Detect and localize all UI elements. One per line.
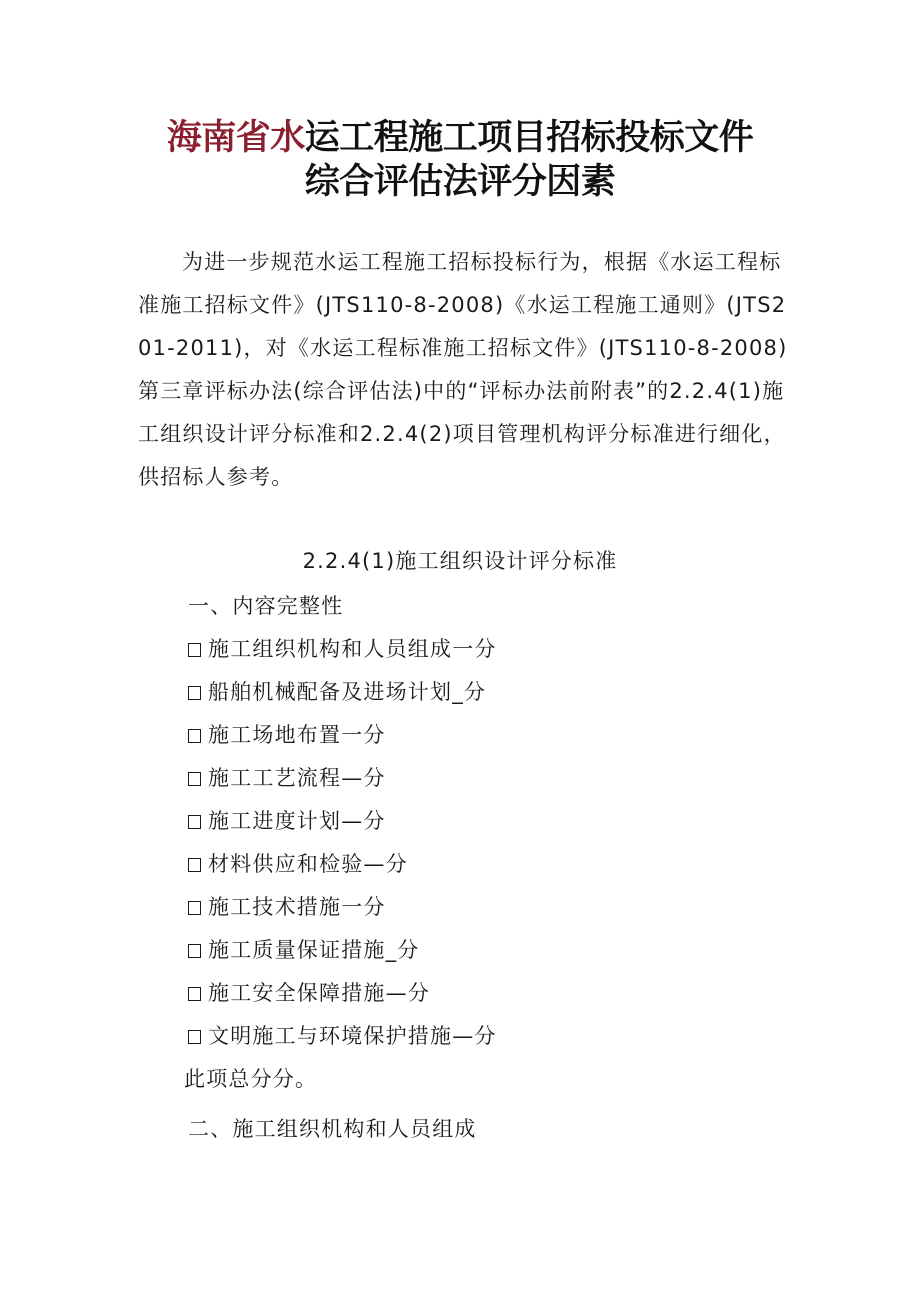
part-1-heading: 一、内容完整性 bbox=[188, 594, 344, 618]
checklist-item bbox=[188, 674, 486, 710]
checklist-item bbox=[188, 846, 408, 882]
checklist-item-label: 文明施工与环境保护措施—分 bbox=[208, 1024, 497, 1048]
checklist-item-label: 船舶机械配备及进场计划_分 bbox=[208, 680, 487, 704]
total-score-line: 此项总分分。 bbox=[184, 1067, 318, 1091]
checklist-item bbox=[188, 717, 386, 753]
section-heading: 2.2.4(1)施工组织设计评分标准 bbox=[302, 549, 618, 573]
title-accent-text: 海南省水 bbox=[166, 118, 305, 158]
checkbox-square-icon bbox=[188, 987, 201, 1001]
checklist-item-label: 施工组织机构和人员组成一分 bbox=[208, 637, 497, 661]
title-rest-text: 运工程施工项目招标投标文件 bbox=[304, 118, 754, 158]
checklist-item-label: 施工进度计划—分 bbox=[208, 809, 386, 833]
document-title-line-1 bbox=[0, 116, 920, 160]
checkbox-square-icon bbox=[188, 815, 201, 829]
checkbox-square-icon bbox=[188, 1030, 201, 1044]
checkbox-square-icon bbox=[188, 944, 201, 958]
checkbox-square-icon bbox=[188, 643, 201, 657]
checkbox-square-icon bbox=[188, 858, 201, 872]
checklist-item-label: 施工场地布置一分 bbox=[208, 723, 386, 747]
checklist-item bbox=[188, 932, 420, 968]
part-2-heading: 二、施工组织机构和人员组成 bbox=[188, 1117, 477, 1141]
checklist-item bbox=[188, 889, 386, 925]
checklist-item-label: 施工技术措施一分 bbox=[208, 895, 386, 919]
checkbox-square-icon bbox=[188, 901, 201, 915]
checklist-item bbox=[188, 975, 430, 1011]
checklist-item-label: 施工质量保证措施_分 bbox=[208, 938, 420, 962]
checkbox-square-icon bbox=[188, 686, 201, 700]
checklist-item-label: 施工安全保障措施—分 bbox=[208, 981, 430, 1005]
document-title-line-2: 综合评估法评分因素 bbox=[304, 162, 616, 202]
checklist-item bbox=[188, 803, 386, 839]
checklist-item bbox=[188, 631, 497, 667]
checkbox-square-icon bbox=[188, 772, 201, 786]
checkbox-square-icon bbox=[188, 729, 201, 743]
intro-paragraph: 为进一步规范水运工程施工招标投标行为，根据《水运工程标准施工招标文件》(JTS110-8-2008)《水运工程施工通则》(JTS201-2011)，对《水运工程标准施工招标文件》(JTS110-8-2008)第三章评标办法(综合评估法)中的“评标办法前附表”的2.2.4(1)施工组织设计评分标准和2.2.4(2)项目管理机构评分标准进行细化，供招标人参考。 bbox=[138, 250, 788, 489]
checklist-item-label: 施工工艺流程—分 bbox=[208, 766, 386, 790]
checklist-item bbox=[188, 1018, 497, 1054]
checklist-item bbox=[188, 760, 386, 796]
checklist-item-label: 材料供应和检验—分 bbox=[208, 852, 408, 876]
